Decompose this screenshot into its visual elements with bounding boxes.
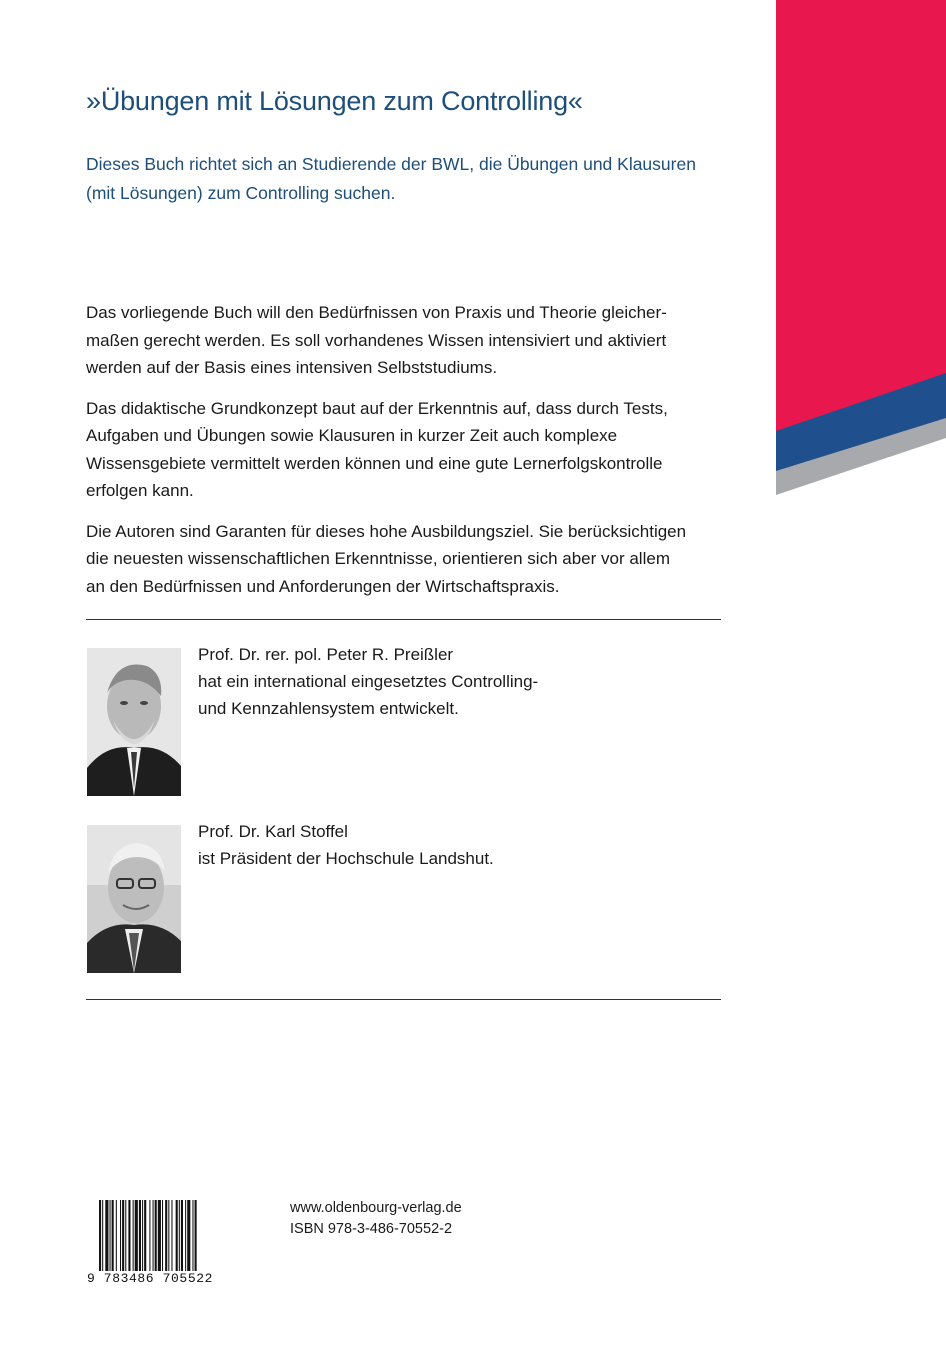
- author-bio-line: ist Präsident der Hochschule Landshut.: [198, 849, 494, 868]
- barcode-bar: [99, 1200, 101, 1272]
- band-red: [776, 0, 946, 431]
- paragraph-line: Wissensgebiete vermittelt werden können und eine gute Lernerfolgskontrolle: [86, 453, 663, 473]
- author-bio-stoffel: [198, 818, 494, 872]
- paragraph-line: Das vorliegende Buch will den Bedürfnissen von Praxis und Theorie gleicher-: [86, 303, 667, 322]
- barcode-bar: [165, 1200, 167, 1272]
- barcode-bar: [176, 1200, 178, 1272]
- paragraph-line: die neuesten wissenschaftlichen Erkenntnisse, orientieren sich aber vor allem: [86, 549, 670, 568]
- isbn-text: ISBN 978-3-486-70552-2: [290, 1221, 453, 1237]
- publisher-website: www.oldenbourg-verlag.de: [290, 1200, 462, 1216]
- author-name: Prof. Dr. rer. pol. Peter R. Preißler: [198, 645, 454, 664]
- barcode-bar: [155, 1200, 157, 1272]
- author-bio-line: hat ein international eingesetztes Controlling-: [198, 672, 539, 691]
- paragraph-line: an den Bedürfnissen und Anforderungen der Wirtschaftspraxis.: [86, 576, 560, 596]
- subtitle-text: [86, 150, 726, 208]
- author-photo-preissler: [87, 648, 181, 796]
- barcode-bar: [153, 1200, 154, 1272]
- divider-bottom: [86, 999, 721, 1000]
- barcode-bar: [168, 1200, 169, 1272]
- book-title: »Übungen mit Lösungen zum Controlling«: [86, 86, 583, 116]
- barcode-bar: [144, 1200, 146, 1272]
- author-bio-line: und Kennzahlensystem entwickelt.: [198, 699, 459, 718]
- paragraph-line: werden auf der Basis eines intensiven Selbststudiums.: [86, 358, 498, 377]
- barcode-bar: [120, 1200, 121, 1272]
- paragraph-line: maßen gerecht werden. Es soll vorhandenes Wissen intensiviert und aktiviert: [86, 330, 667, 350]
- band-blue: [776, 372, 946, 471]
- barcode-bar: [192, 1200, 193, 1272]
- barcode-number: 9 783486 705522: [87, 1271, 235, 1286]
- barcode-bar: [171, 1200, 172, 1272]
- paragraph-line: Aufgaben und Übungen sowie Klausuren in kurzer Zeit auch komplexe: [86, 426, 618, 445]
- description-body: [86, 286, 736, 613]
- barcode-bar: [185, 1200, 186, 1272]
- barcode-bar: [158, 1200, 161, 1272]
- barcode-bar: [116, 1200, 117, 1272]
- paragraph-line: Das didaktische Grundkonzept baut auf der Erkenntnis auf, dass durch Tests,: [86, 398, 668, 418]
- divider-top: [86, 619, 721, 620]
- subtitle-line: (mit Lösungen) zum Controlling suchen.: [86, 183, 396, 203]
- author-bio-preissler: [198, 641, 538, 722]
- barcode-bar: [122, 1200, 124, 1272]
- barcode-bar: [102, 1200, 103, 1272]
- publisher-info: [290, 1198, 462, 1240]
- barcode-bar: [105, 1200, 108, 1272]
- barcode-bar: [142, 1200, 143, 1272]
- paragraph-line: Die Autoren sind Garanten für dieses hohe Ausbildungsziel. Sie berücksichtigen: [86, 521, 687, 541]
- barcode-bar: [112, 1200, 114, 1272]
- author-photo-stoffel: [87, 825, 181, 973]
- barcode-bar: [110, 1200, 111, 1272]
- barcode-bar: [128, 1200, 130, 1272]
- barcode-bar: [187, 1200, 190, 1272]
- barcode-bar: [125, 1200, 126, 1272]
- paragraph-line: erfolgen kann.: [86, 481, 194, 500]
- author-name: Prof. Dr. Karl Stoffel: [198, 822, 348, 841]
- subtitle-line: Dieses Buch richtet sich an Studierende der BWL, die Übungen und Klausuren: [86, 154, 696, 174]
- barcode-bar: [135, 1200, 138, 1272]
- barcode-bar: [181, 1200, 183, 1272]
- barcode-bar: [179, 1200, 180, 1272]
- band-gray: [776, 417, 946, 495]
- barcode-bar: [195, 1200, 197, 1272]
- isbn-barcode: [87, 1200, 235, 1272]
- barcode-bar: [149, 1200, 150, 1272]
- barcode-bar: [139, 1200, 141, 1272]
- barcode-bar: [133, 1200, 134, 1272]
- barcode-bar: [162, 1200, 163, 1272]
